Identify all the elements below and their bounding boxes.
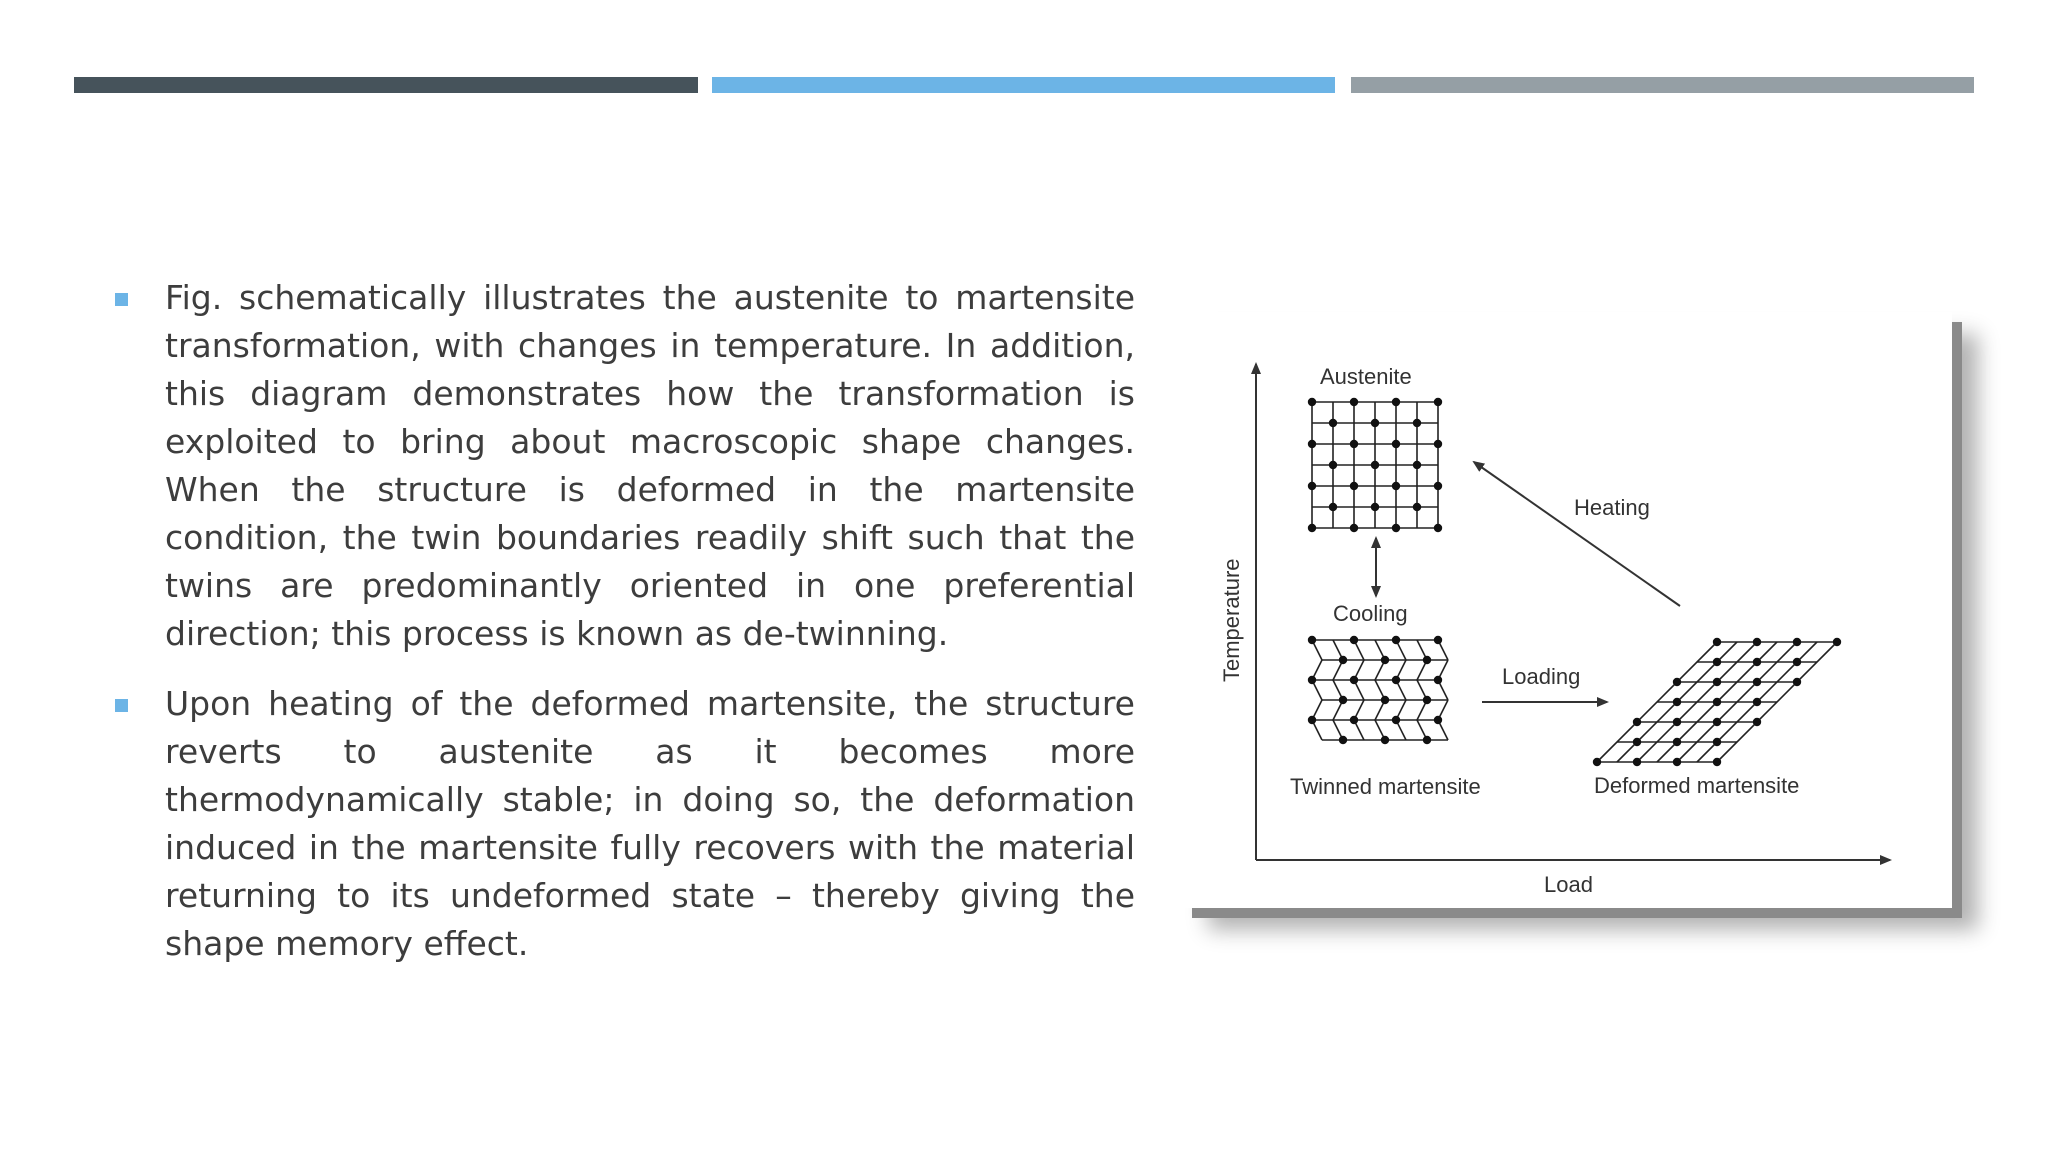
lattice-atom [1753, 678, 1761, 686]
austenite-lattice [1308, 398, 1442, 532]
lattice-atom [1423, 736, 1431, 744]
lattice-atom [1673, 678, 1681, 686]
load-axis-label: Load [1544, 872, 1593, 897]
lattice-atom [1793, 678, 1801, 686]
cooling-label: Cooling [1333, 601, 1408, 626]
shape-memory-diagram [1182, 312, 1952, 908]
header-bar-gray [1351, 77, 1974, 93]
lattice-atom [1713, 758, 1721, 766]
lattice-atom [1593, 758, 1601, 766]
lattice-atom [1308, 482, 1316, 490]
lattice-atom [1329, 503, 1337, 511]
lattice-atom [1371, 503, 1379, 511]
lattice-atom [1753, 658, 1761, 666]
lattice-atom [1753, 698, 1761, 706]
lattice-atom [1434, 524, 1442, 532]
lattice-atom [1339, 736, 1347, 744]
lattice-atom [1713, 698, 1721, 706]
lattice-atom [1329, 419, 1337, 427]
lattice-atom [1413, 419, 1421, 427]
twinned-martensite-label: Twinned martensite [1290, 774, 1481, 799]
heating-label: Heating [1574, 495, 1650, 520]
lattice-atom [1423, 656, 1431, 664]
lattice-atom [1308, 440, 1316, 448]
lattice-atom [1308, 636, 1316, 644]
lattice-atom [1371, 461, 1379, 469]
lattice-atom [1713, 678, 1721, 686]
lattice-atom [1713, 718, 1721, 726]
square-bullet-icon [115, 293, 128, 306]
lattice-atom [1329, 461, 1337, 469]
lattice-atom [1423, 696, 1431, 704]
lattice-atom [1392, 482, 1400, 490]
lattice-atom [1673, 718, 1681, 726]
lattice-atom [1793, 638, 1801, 646]
lattice-atom [1633, 718, 1641, 726]
heating-arrow [1474, 462, 1680, 606]
lattice-atom [1713, 738, 1721, 746]
lattice-atom [1392, 524, 1400, 532]
lattice-atom [1753, 718, 1761, 726]
diagram-canvas [1182, 312, 1952, 908]
lattice-atom [1308, 398, 1316, 406]
lattice-atom [1434, 716, 1442, 724]
lattice-atom [1434, 636, 1442, 644]
lattice-atom [1392, 676, 1400, 684]
bullet-text: Upon heating of the deformed martensite, the structure reverts to austenite as it becomes more thermodynamically stable; in doing so, the deformation induced in the martensite fully recovers with the material returning to its undeformed state – thereby giving the shape memory effect. [165, 684, 1135, 963]
lattice-atom [1392, 636, 1400, 644]
lattice-atom [1633, 738, 1641, 746]
lattice-atom [1713, 658, 1721, 666]
lattice-atom [1434, 398, 1442, 406]
header-bar-dark [74, 77, 698, 93]
lattice-atom [1392, 398, 1400, 406]
lattice-atom [1673, 698, 1681, 706]
loading-label: Loading [1502, 664, 1581, 689]
austenite-label: Austenite [1320, 364, 1412, 389]
lattice-atom [1339, 656, 1347, 664]
lattice-atom [1381, 736, 1389, 744]
lattice-atom [1713, 638, 1721, 646]
lattice-atom [1753, 638, 1761, 646]
lattice-atom [1833, 638, 1841, 646]
temperature-axis-label: Temperature [1219, 558, 1244, 682]
lattice-atom [1350, 440, 1358, 448]
bullet-text: Fig. schematically illustrates the austenite to martensite transformation, with changes in temperature. In addition, this diagram demonstrates how the transformation is exploited to bring about macroscopic shape changes. When the structure is deformed in the martensite condition, the twin boundaries readily shift such that the twins are predominantly oriented in one preferential direction; this process is known as de-twinning. [165, 278, 1135, 653]
header-bar-blue [712, 77, 1335, 93]
lattice-atom [1350, 676, 1358, 684]
lattice-atom [1350, 398, 1358, 406]
lattice-atom [1339, 696, 1347, 704]
lattice-atom [1434, 440, 1442, 448]
bullet-list [113, 274, 1135, 990]
deformed-martensite-lattice [1593, 638, 1841, 766]
lattice-atom [1381, 656, 1389, 664]
lattice-atom [1673, 738, 1681, 746]
lattice-atom [1350, 524, 1358, 532]
lattice-atom [1413, 503, 1421, 511]
square-bullet-icon [115, 699, 128, 712]
lattice-atom [1308, 676, 1316, 684]
lattice-atom [1308, 716, 1316, 724]
lattice-atom [1392, 716, 1400, 724]
deformed-martensite-label: Deformed martensite [1594, 773, 1800, 798]
lattice-atom [1371, 419, 1379, 427]
lattice-atom [1350, 636, 1358, 644]
lattice-atom [1350, 716, 1358, 724]
lattice-atom [1413, 461, 1421, 469]
lattice-atom [1673, 758, 1681, 766]
lattice-atom [1350, 482, 1358, 490]
bullet-item [113, 274, 1135, 658]
lattice-atom [1392, 440, 1400, 448]
twinned-martensite-lattice [1308, 636, 1448, 744]
lattice-atom [1434, 482, 1442, 490]
lattice-atom [1633, 758, 1641, 766]
lattice-atom [1793, 658, 1801, 666]
bullet-item [113, 680, 1135, 968]
lattice-atom [1381, 696, 1389, 704]
lattice-atom [1434, 676, 1442, 684]
lattice-atom [1308, 524, 1316, 532]
